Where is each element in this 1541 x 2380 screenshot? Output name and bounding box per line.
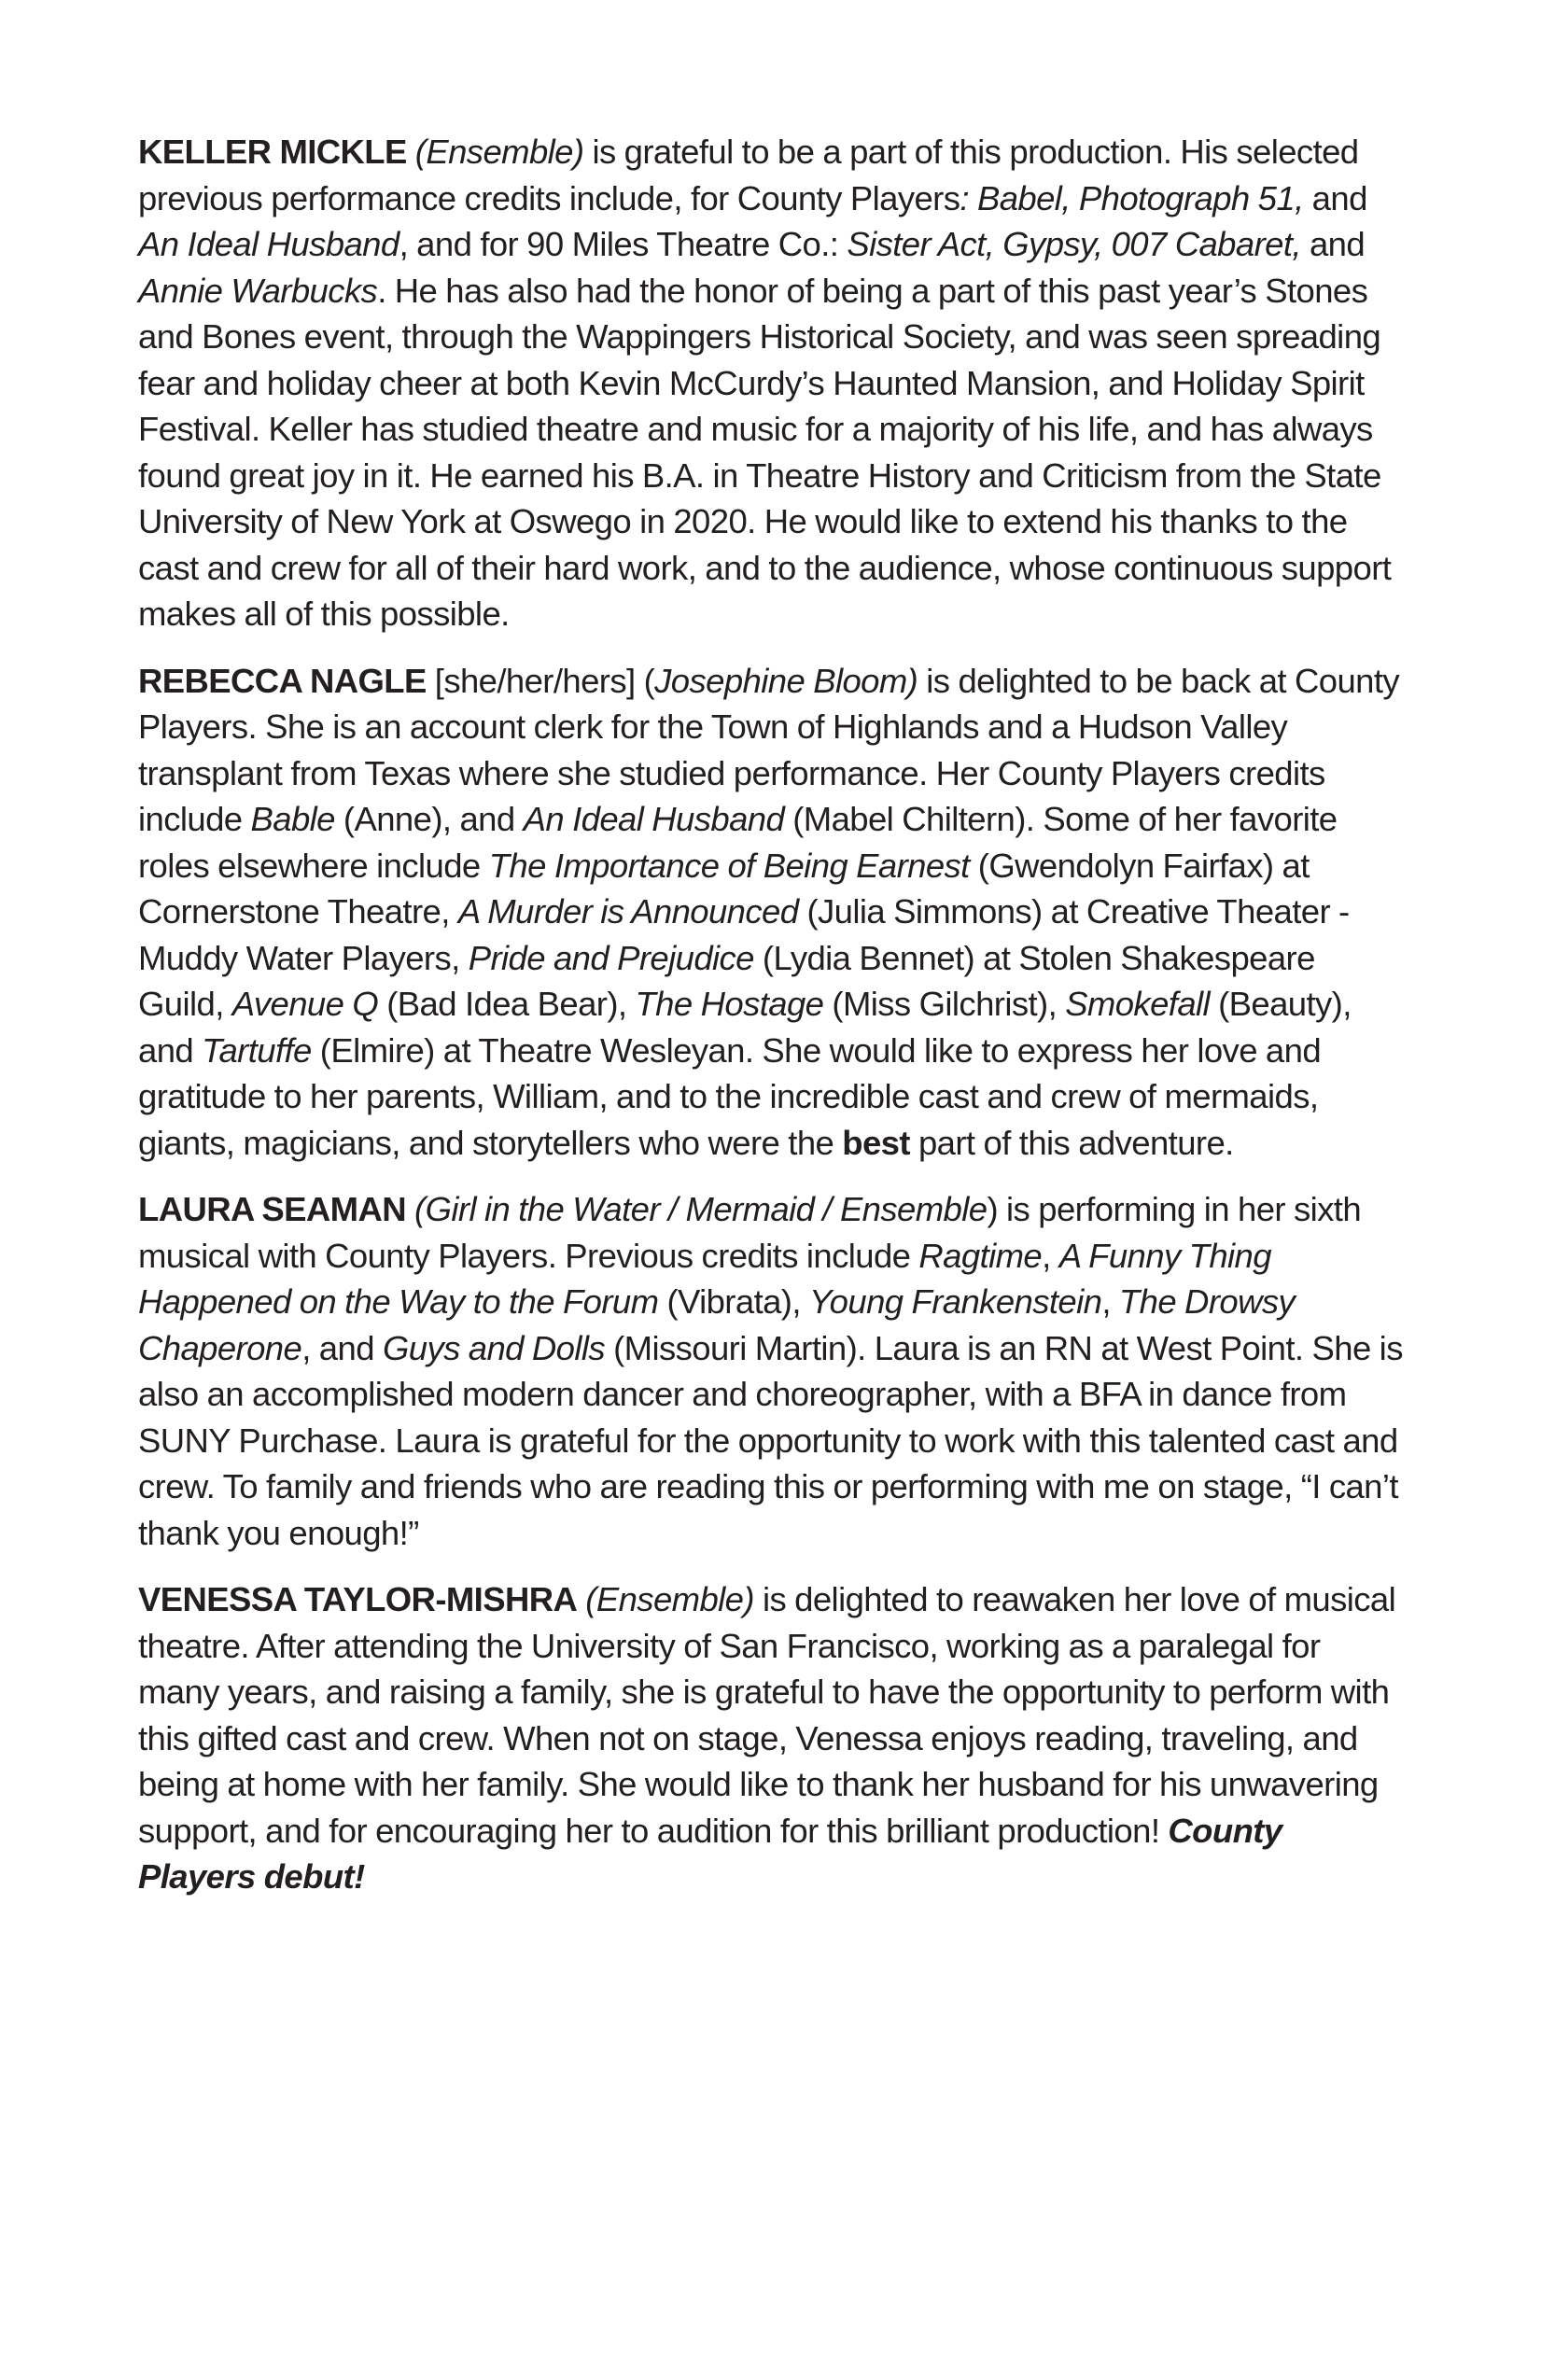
italic-text: Bable bbox=[250, 800, 335, 838]
bio-text: and bbox=[1300, 225, 1374, 263]
italic-text: Josephine Bloom) bbox=[654, 661, 918, 700]
bio-text: (Anne), and bbox=[334, 800, 524, 838]
bio-text: . He has also had the honor of being a part of this past year’s Stones and Bones event, through the Wappingers Historical Society, and was seen spreading fear and holiday cheer at both Kevin McCurdy’s Haunted Mansion, and Holiday Spirit Festival. Keller has studied theatre and music for a majority of his life, and has always found great joy in it. He earned his B.A. in Theatre History and Criticism from the State University of New York at Oswego in 2020. He would like to extend his thanks to the cast and crew for all of their hard work, and to the audience, whose continuous support makes all of this possible. bbox=[138, 271, 1400, 633]
bio-rebecca-nagle bbox=[138, 658, 1408, 1167]
italic-text: A Funny Thing Happened on the Way to the Forum bbox=[138, 1236, 1271, 1321]
italic-text: : Babel, Photograph 51, bbox=[960, 178, 1304, 217]
bio-text bbox=[577, 1580, 585, 1618]
bio-text: is delighted to be back at County Players. She is an account clerk for the Town of Highlands and a Hudson Valley transplant from Texas where she studied performance. Her County Players credits include bbox=[138, 661, 1408, 838]
italic-text: Avenue Q bbox=[231, 985, 379, 1023]
italic-text: An Ideal Husband bbox=[523, 800, 785, 838]
bio-text: (Mabel Chiltern). Some of her favorite roles elsewhere include bbox=[138, 800, 1346, 885]
bio-text: is delighted to reawaken her love of musical theatre. After attending the University of San Francisco, working as a paralegal for many years, and raising a family, she is grateful to have the opportunity to perform with this gifted cast and crew. When not on stage, Venessa enjoys reading, traveling, and being at home with her family. She would like to thank her husband for his unwavering support, and for encouraging her to audition for this brilliant production! bbox=[138, 1580, 1405, 1850]
bio-text bbox=[407, 133, 415, 171]
italic-text: The Importance of Being Earnest bbox=[488, 846, 970, 885]
italic-text: Tartuffe bbox=[202, 1030, 312, 1070]
bio-text: (Vibrata), bbox=[658, 1282, 809, 1321]
italic-text: The Drowsy Chaperone bbox=[138, 1282, 1296, 1367]
bio-text: is grateful to be a part of this production. His selected previous performance credits include, for County Players bbox=[138, 133, 1367, 217]
program-bios-page bbox=[138, 129, 1411, 1921]
bio-text: (Gwendolyn Fairfax) at Cornerstone Theatre, bbox=[138, 846, 1318, 931]
bio-text: (Julia Simmons) at Creative Theater - Muddy Water Players, bbox=[138, 892, 1358, 977]
italic-text: Sister Act, Gypsy, 007 Cabaret, bbox=[847, 225, 1301, 263]
cast-member-name: LAURA SEAMAN bbox=[138, 1190, 406, 1228]
bio-text: (Bad Idea Bear), bbox=[378, 985, 636, 1023]
bio-text: (Miss Gilchrist), bbox=[823, 985, 1066, 1023]
italic-text: (Girl in the Water / Mermaid / Ensemble bbox=[414, 1190, 988, 1228]
bio-text: (Elmire) at Theatre Wesleyan. She would like to express her love and gratitude to her parents, William, and to the incredible cast and crew of mermaids, giants, magicians, and storytellers who were the bbox=[138, 1030, 1330, 1162]
bio-text: ) is performing in her sixth musical with County Players. Previous credits include bbox=[138, 1190, 1370, 1275]
cast-member-name: VENESSA TAYLOR-MISHRA bbox=[138, 1580, 578, 1618]
italic-text: Young Frankenstein bbox=[808, 1282, 1102, 1321]
italic-text: (Ensemble) bbox=[585, 1580, 754, 1618]
cast-member-name: KELLER MICKLE bbox=[138, 133, 407, 171]
cast-member-name: REBECCA NAGLE bbox=[138, 661, 427, 700]
italic-text: Guys and Dolls bbox=[382, 1328, 606, 1367]
bio-text: , bbox=[1042, 1236, 1059, 1275]
bio-text: (Missouri Martin). Laura is an RN at West Point. She is also an accomplished modern dancer and choreographer, with a BFA in dance from SUNY Purchase. Laura is grateful for the opportunity to work with this talented cast and crew. To family and friends who are reading this or performing with me on stage, “I can’t thank you enough!” bbox=[138, 1328, 1411, 1552]
italic-text: Pride and Prejudice bbox=[468, 938, 754, 977]
bio-laura-seaman bbox=[138, 1186, 1411, 1556]
bold-text: best bbox=[842, 1123, 910, 1162]
italic-text: (Ensemble) bbox=[414, 133, 584, 171]
italic-text: A Murder is Announced bbox=[457, 892, 799, 931]
bio-text bbox=[406, 1190, 414, 1228]
bio-keller-mickle bbox=[138, 129, 1408, 637]
italic-text: Ragtime bbox=[918, 1236, 1043, 1275]
bio-text: part of this adventure. bbox=[909, 1123, 1234, 1162]
bio-text: , and for 90 Miles Theatre Co.: bbox=[399, 225, 848, 263]
bio-text: [she/her/hers] ( bbox=[426, 661, 655, 700]
bio-text: (Beauty), and bbox=[138, 985, 1360, 1070]
italic-text: An Ideal Husband bbox=[138, 225, 399, 263]
italic-text: The Hostage bbox=[635, 985, 824, 1023]
bio-text: , and bbox=[301, 1328, 383, 1367]
italic-text: Smokefall bbox=[1065, 985, 1211, 1023]
debut-note: County Players debut! bbox=[138, 1811, 1282, 1896]
bio-text: , bbox=[1101, 1282, 1119, 1321]
italic-text: Annie Warbucks bbox=[138, 271, 378, 310]
bio-text: and bbox=[1303, 178, 1376, 217]
bio-text: (Lydia Bennet) at Stolen Shakespeare Guild, bbox=[138, 938, 1324, 1023]
bio-venessa-taylor-mishra bbox=[138, 1576, 1408, 1900]
